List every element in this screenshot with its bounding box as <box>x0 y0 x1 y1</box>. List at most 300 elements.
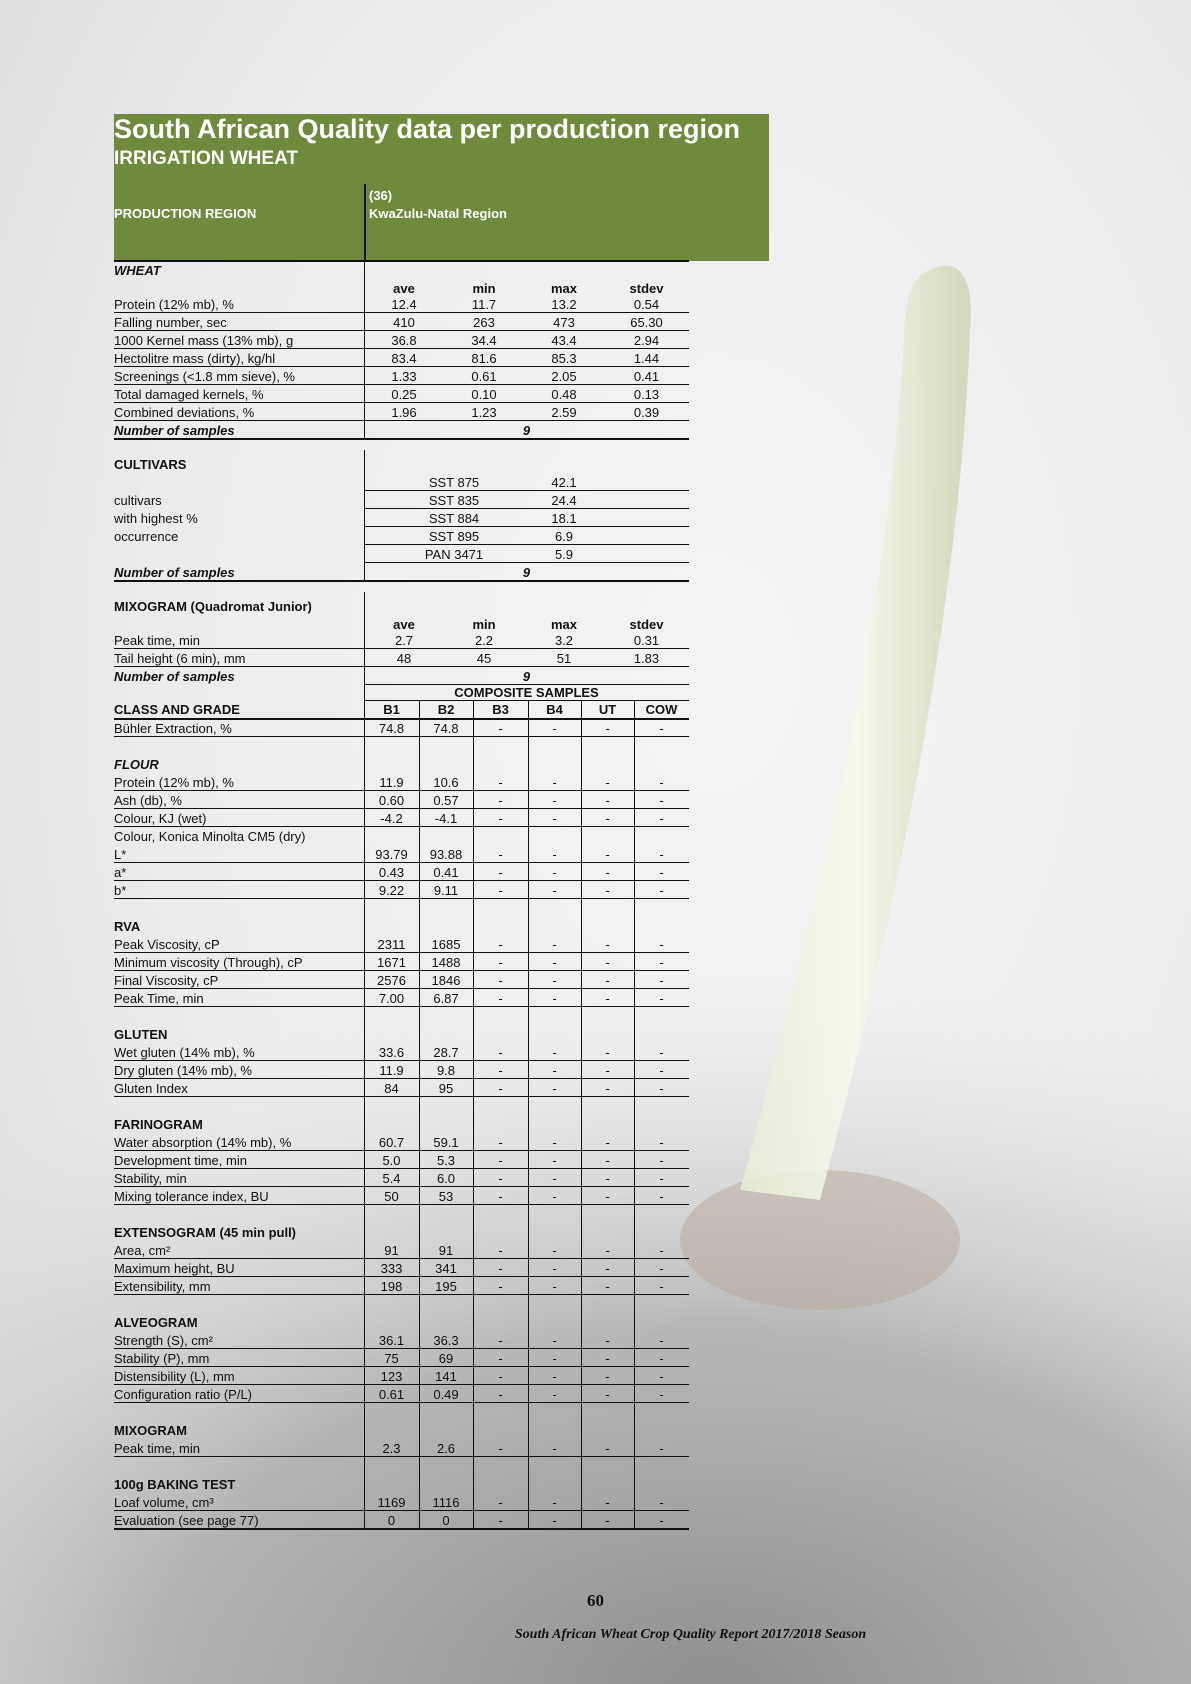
cultivar-name: SST 875 <box>428 475 480 490</box>
row-rule <box>114 366 689 367</box>
grade-row-value: - <box>498 1369 503 1384</box>
row-rule <box>114 1078 689 1079</box>
grade-column-divider <box>581 700 582 1529</box>
section-rule <box>114 438 689 440</box>
grade-row-value: - <box>659 775 664 790</box>
grade-row-value: - <box>498 1045 503 1060</box>
grade-row-value: - <box>605 1045 610 1060</box>
wheat-row-value: 263 <box>473 315 495 330</box>
grade-row-value: - <box>605 775 610 790</box>
grade-row-label: Colour, KJ (wet) <box>114 811 207 826</box>
cultivars-side-label: cultivars <box>114 493 162 508</box>
grade-row-value: - <box>498 991 503 1006</box>
grade-row-label: Configuration ratio (P/L) <box>114 1387 253 1402</box>
grade-row-value: - <box>498 1153 503 1168</box>
grade-row-value: - <box>605 1351 610 1366</box>
grade-column-divider <box>528 700 529 1529</box>
grade-row-value: - <box>605 1369 610 1384</box>
grade-column-cow: COW <box>645 702 678 717</box>
page-number: 60 <box>587 1591 604 1610</box>
grade-row-value: - <box>498 883 503 898</box>
row-rule <box>114 1186 689 1187</box>
grade-column-divider <box>473 700 474 1529</box>
grade-row-value: - <box>659 973 664 988</box>
report-banner <box>114 114 769 261</box>
grade-row-value: - <box>498 1261 503 1276</box>
class-grade-label: CLASS AND GRADE <box>114 702 240 717</box>
grade-section-title: 100g BAKING TEST <box>114 1477 236 1492</box>
row-rule <box>364 508 689 509</box>
grade-row-value: 1846 <box>431 973 461 988</box>
grade-row-value: - <box>498 847 503 862</box>
grade-row-value: - <box>552 1045 557 1060</box>
row-rule <box>364 544 689 545</box>
grade-row-value: 5.0 <box>382 1153 401 1168</box>
grade-row-label: Area, cm² <box>114 1243 171 1258</box>
mixogram-qj-row-label: Peak time, min <box>114 633 200 648</box>
grade-row-value: - <box>605 793 610 808</box>
grade-row-value: - <box>552 1513 557 1528</box>
mixogram-qj-row-value: 51 <box>556 651 572 666</box>
grade-row-value: 0 <box>442 1513 450 1528</box>
grade-row-value: - <box>659 1261 664 1276</box>
wheat-row-value: 473 <box>553 315 575 330</box>
wheat-row-value: 0.10 <box>471 387 497 402</box>
grade-row-value: - <box>605 811 610 826</box>
grade-row-value: 5.3 <box>436 1153 456 1168</box>
wheat-row-value: 36.8 <box>391 333 417 348</box>
wheat-row-label: Screenings (<1.8 mm sieve), % <box>114 369 295 384</box>
grade-row-label: Evaluation (see page 77) <box>114 1513 259 1528</box>
grade-row-value: - <box>552 811 557 826</box>
grade-row-label: Gluten Index <box>114 1081 188 1096</box>
grade-column-b4: B4 <box>546 702 563 717</box>
row-rule <box>114 1294 689 1295</box>
grade-row-value: 0.41 <box>433 865 459 880</box>
grade-row-value: - <box>659 1045 664 1060</box>
cultivars-side-label: occurrence <box>114 529 179 544</box>
grade-row-value: - <box>552 883 557 898</box>
row-rule <box>364 526 689 527</box>
grade-row-value: - <box>659 1441 664 1456</box>
grade-row-value: - <box>498 721 503 736</box>
wheat-row-value: 13.2 <box>551 297 577 312</box>
grade-row-label: Ash (db), % <box>114 793 182 808</box>
grade-row-value: - <box>552 955 557 970</box>
wheat-row-label: 1000 Kernel mass (13% mb), g <box>114 333 294 348</box>
wheat-row-value: 2.05 <box>551 369 577 384</box>
cultivars-section-title: CULTIVARS <box>114 457 187 472</box>
wheat-row-label: Total damaged kernels, % <box>114 387 264 402</box>
grade-row-value: 1685 <box>431 937 461 952</box>
grade-row-value: - <box>659 1279 664 1294</box>
grade-row-value: - <box>605 937 610 952</box>
grade-row-label: Wet gluten (14% mb), % <box>114 1045 255 1060</box>
row-rule <box>114 1006 689 1007</box>
stat-header-max: max <box>550 617 578 632</box>
grade-row-value: - <box>498 1171 503 1186</box>
wheat-section-title: WHEAT <box>114 263 161 278</box>
grade-row-value: 6.0 <box>436 1171 456 1186</box>
grade-row-value: 0.57 <box>433 793 459 808</box>
mixogram-qj-row-value: 2.7 <box>394 633 414 648</box>
stat-header-min: min <box>472 281 496 296</box>
row-rule <box>114 952 689 953</box>
report-footer-title: South African Wheat Crop Quality Report 2017/2018 Season <box>514 1627 867 1642</box>
samples-count: 9 <box>522 565 531 580</box>
grade-section-title: FLOUR <box>114 757 159 772</box>
page-subtitle: IRRIGATION WHEAT <box>114 148 298 169</box>
grade-row-label: a* <box>114 865 127 880</box>
grade-row-value: 59.1 <box>433 1135 459 1150</box>
grade-row-value: 74.8 <box>433 721 459 736</box>
grade-row-value: 6.87 <box>433 991 459 1006</box>
grade-row-value: - <box>659 883 664 898</box>
wheat-row-value: 12.4 <box>391 297 417 312</box>
grade-row-value: 75 <box>384 1351 399 1366</box>
grade-row-value: - <box>498 1063 503 1078</box>
stat-header-ave: ave <box>393 617 415 632</box>
grade-row-value: - <box>498 1081 503 1096</box>
grade-row-label: Mixing tolerance index, BU <box>114 1189 269 1204</box>
grade-row-value: 1169 <box>377 1495 406 1510</box>
grade-row-value: -4.1 <box>434 811 458 826</box>
banner-divider <box>364 184 366 261</box>
wheat-row-value: 0.41 <box>633 369 660 384</box>
cultivar-name: SST 895 <box>428 529 480 544</box>
grade-row-value: 11.9 <box>379 775 404 790</box>
wheat-row-value: 410 <box>393 315 415 330</box>
grade-row-value: - <box>552 793 557 808</box>
cultivar-percent: 24.4 <box>551 493 577 508</box>
grade-row-value: 95 <box>438 1081 454 1096</box>
section-rule <box>114 580 689 582</box>
grade-row-value: - <box>659 1153 664 1168</box>
grade-row-label: Development time, min <box>114 1153 247 1168</box>
grade-row-label: Minimum viscosity (Through), cP <box>114 955 303 970</box>
grade-row-label: Stability (P), mm <box>114 1351 210 1366</box>
row-rule <box>114 1060 689 1061</box>
grade-row-value: - <box>659 811 664 826</box>
wheat-row-label: Protein (12% mb), % <box>114 297 234 312</box>
grade-row-value: - <box>605 1189 610 1204</box>
grade-row-value: - <box>605 1153 610 1168</box>
grade-row-value: - <box>605 955 610 970</box>
wheat-row-value: 2.59 <box>551 405 577 420</box>
stat-header-min: min <box>472 617 496 632</box>
row-rule <box>114 402 689 403</box>
wheat-row-value: 0.54 <box>633 297 660 312</box>
row-rule <box>114 1096 689 1097</box>
wheat-row-value: 11.7 <box>471 297 497 312</box>
wheat-row-value: 65.30 <box>630 315 663 330</box>
grade-row-value: - <box>552 1387 557 1402</box>
row-rule <box>114 808 689 809</box>
column-divider <box>364 684 365 1529</box>
row-rule <box>114 312 689 313</box>
cultivars-side-label: with highest % <box>114 511 198 526</box>
grade-row-value: 2.6 <box>436 1441 456 1456</box>
wheat-row-value: 2.94 <box>633 333 660 348</box>
row-rule <box>114 1168 689 1169</box>
samples-label: Number of samples <box>114 565 235 580</box>
wheat-row-value: 34.4 <box>471 333 497 348</box>
grade-row-value: - <box>659 1171 664 1186</box>
grade-row-value: 123 <box>380 1369 403 1384</box>
row-rule <box>114 988 689 989</box>
grade-column-ut: UT <box>598 702 617 717</box>
grade-row-value: - <box>605 847 610 862</box>
grade-row-value: 5.4 <box>382 1171 401 1186</box>
grade-section-title: FARINOGRAM <box>114 1117 203 1132</box>
grade-row-value: - <box>659 1189 664 1204</box>
wheat-row-value: 0.25 <box>391 387 417 402</box>
grade-row-label: b* <box>114 883 127 898</box>
section-rule <box>114 1528 689 1530</box>
samples-label: Number of samples <box>114 669 235 684</box>
row-rule <box>114 790 689 791</box>
row-rule <box>114 348 689 349</box>
grade-row-value: - <box>552 1333 557 1348</box>
grade-row-value: - <box>659 793 664 808</box>
page-title: South African Quality data per production region <box>114 114 741 144</box>
column-divider <box>364 592 365 684</box>
grade-row-value: 1488 <box>431 955 461 970</box>
grade-row-value: - <box>605 1333 610 1348</box>
grade-row-value: - <box>552 775 557 790</box>
grade-row-value: - <box>659 1333 664 1348</box>
grade-row-value: - <box>498 1387 503 1402</box>
grade-row-value: - <box>659 1135 664 1150</box>
grade-row-value: - <box>552 1171 557 1186</box>
grade-row-label: Water absorption (14% mb), % <box>114 1135 292 1150</box>
wheat-row-value: 1.33 <box>391 369 417 384</box>
grade-section-title: MIXOGRAM <box>114 1423 187 1438</box>
grade-row-value: - <box>659 847 664 862</box>
grade-row-value: - <box>498 955 503 970</box>
grade-row-value: 198 <box>380 1279 403 1294</box>
grade-row-value: - <box>552 937 557 952</box>
column-divider <box>364 262 365 438</box>
grade-row-value: - <box>498 1279 503 1294</box>
column-divider <box>364 450 365 580</box>
wheat-row-value: 1.23 <box>471 405 497 420</box>
grade-row-value: 91 <box>384 1243 399 1258</box>
row-rule <box>114 1204 689 1205</box>
grade-row-value: - <box>498 973 503 988</box>
grade-row-value: - <box>659 1513 664 1528</box>
grade-row-value: 341 <box>435 1261 457 1276</box>
grade-column-divider <box>419 700 420 1529</box>
cultivar-percent: 18.1 <box>551 511 577 526</box>
grade-row-value: 0.43 <box>378 865 405 880</box>
region-name: KwaZulu-Natal Region <box>369 206 507 221</box>
grade-row-value: - <box>659 1351 664 1366</box>
row-rule <box>114 1510 689 1511</box>
grade-row-value: - <box>605 1441 610 1456</box>
wheat-row-value: 1.44 <box>633 351 660 366</box>
grade-row-value: - <box>498 1189 503 1204</box>
cultivar-percent: 42.1 <box>551 475 577 490</box>
grade-row-value: 93.88 <box>429 847 463 862</box>
grade-section-title: RVA <box>114 919 141 934</box>
grade-row-value: - <box>605 1387 610 1402</box>
grade-row-value: - <box>552 1495 557 1510</box>
row-rule <box>114 648 689 649</box>
grade-row-value: - <box>659 937 664 952</box>
grade-column-divider <box>634 700 635 1529</box>
grade-row-value: - <box>552 1135 557 1150</box>
stat-header-stdev: stdev <box>629 281 664 296</box>
grade-row-value: - <box>552 1189 557 1204</box>
grade-row-value: - <box>498 865 503 880</box>
grade-row-value: - <box>552 1153 557 1168</box>
wheat-row-label: Falling number, sec <box>114 315 227 330</box>
grade-row-value: - <box>605 721 610 736</box>
grade-row-label: Strength (S), cm² <box>114 1333 213 1348</box>
grade-row-value: - <box>605 1081 610 1096</box>
grade-row-value: 74.8 <box>378 721 405 736</box>
wheat-row-value: 85.3 <box>551 351 577 366</box>
grade-row-label: Bühler Extraction, % <box>114 721 232 736</box>
grade-row-value: - <box>659 865 664 880</box>
row-rule <box>114 862 689 863</box>
row-rule <box>364 562 689 563</box>
grade-row-value: 2.3 <box>382 1441 401 1456</box>
grade-row-value: - <box>498 1333 503 1348</box>
grade-row-value: - <box>605 1171 610 1186</box>
row-rule <box>114 330 689 331</box>
grade-row-value: 84 <box>384 1081 399 1096</box>
grade-row-value: 0.61 <box>378 1387 405 1402</box>
grade-row-value: - <box>659 1369 664 1384</box>
grade-row-value: 0.49 <box>433 1387 459 1402</box>
cultivar-name: PAN 3471 <box>424 547 484 562</box>
grade-row-value: 141 <box>435 1369 457 1384</box>
wheat-row-label: Combined deviations, % <box>114 405 255 420</box>
grade-row-value: - <box>552 991 557 1006</box>
row-rule <box>364 490 689 491</box>
grade-row-value: 28.7 <box>433 1045 459 1060</box>
wheat-row-value: 0.39 <box>633 405 660 420</box>
grade-row-value: - <box>498 1513 503 1528</box>
mixogram-qj-row-value: 0.31 <box>633 633 660 648</box>
grade-row-value: 36.3 <box>433 1333 459 1348</box>
grade-row-value: - <box>498 1351 503 1366</box>
grade-row-value: 0.60 <box>378 793 405 808</box>
row-rule <box>114 1150 689 1151</box>
wheat-row-value: 81.6 <box>471 351 497 366</box>
grade-row-value: 7.00 <box>378 991 405 1006</box>
grade-row-value: - <box>552 721 557 736</box>
row-rule <box>114 1366 689 1367</box>
row-rule <box>114 1456 689 1457</box>
grade-row-value: - <box>552 1081 557 1096</box>
cultivar-percent: 6.9 <box>554 529 574 544</box>
row-rule <box>114 420 689 421</box>
samples-count: 9 <box>522 423 531 438</box>
grade-row-value: - <box>659 1387 664 1402</box>
grade-row-value: - <box>605 991 610 1006</box>
grade-row-value: 0 <box>387 1513 396 1528</box>
mixogram-qj-row-value: 48 <box>396 651 412 666</box>
grade-row-value: - <box>605 865 610 880</box>
wheat-row-value: 43.4 <box>551 333 577 348</box>
grade-row-value: - <box>552 973 557 988</box>
grade-row-value: - <box>552 1279 557 1294</box>
grade-row-value: - <box>498 793 503 808</box>
grade-section-title: GLUTEN <box>114 1027 168 1042</box>
grade-row-label: Stability, min <box>114 1171 187 1186</box>
grade-row-value: - <box>659 955 664 970</box>
grade-row-value: - <box>605 973 610 988</box>
grade-row-value: - <box>498 811 503 826</box>
grade-section-title: ALVEOGRAM <box>114 1315 198 1330</box>
mixogram-qj-section-title: MIXOGRAM (Quadromat Junior) <box>114 599 312 614</box>
grade-row-value: - <box>552 1441 557 1456</box>
grade-row-value: - <box>552 1063 557 1078</box>
grade-section-title: EXTENSOGRAM (45 min pull) <box>114 1225 297 1240</box>
grade-row-value: 69 <box>438 1351 454 1366</box>
grade-column-b2: B2 <box>437 702 455 717</box>
wheat-row-value: 83.4 <box>391 351 417 366</box>
row-rule <box>114 736 689 737</box>
grade-row-value: 333 <box>380 1261 403 1276</box>
grade-row-value: 33.6 <box>378 1045 405 1060</box>
grade-row-value: - <box>498 1135 503 1150</box>
grade-row-value: - <box>659 991 664 1006</box>
grade-row-value: - <box>659 1495 664 1510</box>
cultivar-name: SST 884 <box>428 511 480 526</box>
grade-row-value: - <box>552 847 557 862</box>
mixogram-qj-row-value: 2.2 <box>474 633 494 648</box>
row-rule <box>114 666 689 667</box>
grade-row-value: - <box>605 1243 610 1258</box>
grade-row-value: 1671 <box>377 955 406 970</box>
grade-row-value: - <box>498 937 503 952</box>
grade-row-value: - <box>552 1261 557 1276</box>
row-rule <box>114 384 689 385</box>
grade-row-label: Colour, Konica Minolta CM5 (dry) <box>114 829 306 844</box>
grade-row-value: - <box>552 1351 557 1366</box>
stat-header-stdev: stdev <box>629 617 664 632</box>
grade-row-value: - <box>552 865 557 880</box>
row-rule <box>114 1384 689 1385</box>
grade-row-value: 1116 <box>432 1495 460 1510</box>
wheat-row-value: 0.48 <box>551 387 577 402</box>
cultivar-percent: 5.9 <box>554 547 574 562</box>
grade-row-value: - <box>605 883 610 898</box>
grade-row-value: - <box>552 1243 557 1258</box>
row-rule <box>114 1276 689 1277</box>
grade-row-value: - <box>552 1369 557 1384</box>
grade-row-label: Extensibility, mm <box>114 1279 211 1294</box>
grade-row-label: Protein (12% mb), % <box>114 775 234 790</box>
grade-row-value: 2311 <box>377 937 406 952</box>
stat-header-ave: ave <box>393 281 415 296</box>
grade-row-value: - <box>498 1243 503 1258</box>
region-code: (36) <box>369 188 393 203</box>
grade-row-value: 93.79 <box>375 847 408 862</box>
grade-row-label: Final Viscosity, cP <box>114 973 219 988</box>
mixogram-qj-row-value: 3.2 <box>554 633 574 648</box>
row-rule <box>114 1402 689 1403</box>
row-rule <box>114 1258 689 1259</box>
grade-row-value: - <box>659 1243 664 1258</box>
grade-row-value: - <box>659 721 664 736</box>
grade-row-label: Peak Time, min <box>114 991 204 1006</box>
grade-row-value: 195 <box>435 1279 457 1294</box>
